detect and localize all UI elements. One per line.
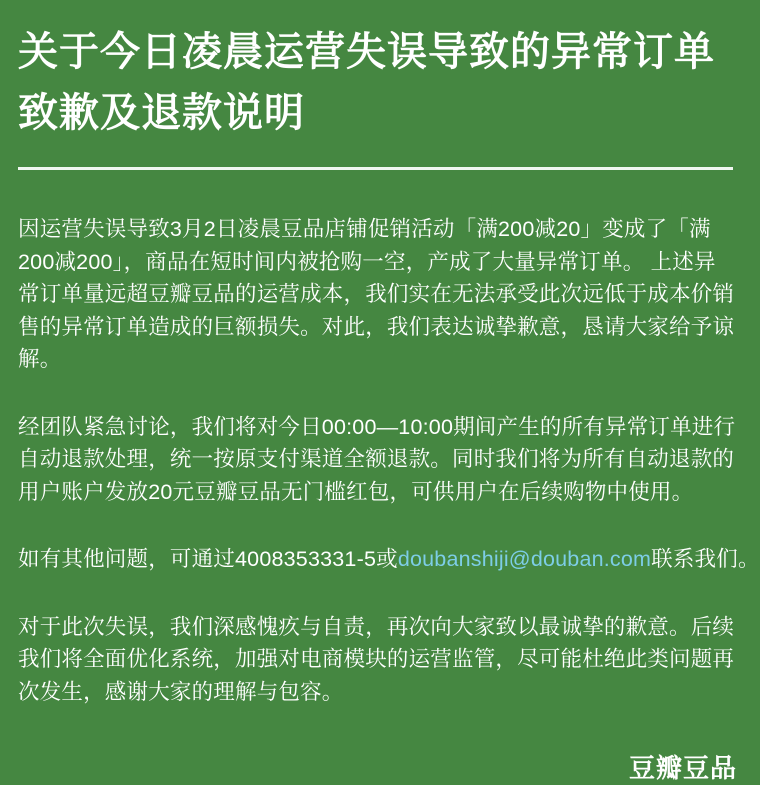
brand-signature: 豆瓣豆品	[628, 753, 737, 783]
paragraph-incident: 因运营失误导致3月2日凌晨豆品店铺促销活动「满200减20」变成了「满200减200」，商品在短时间内被抢购一空，产成了大量异常订单。 上述异常订单量远超豆瓣豆品的运营成本，我们实在无法承受此次远低于成本价销售的异常订单造成的巨额损失。对此，我们表达诚挚歉意，恳请大家给予谅解。	[18, 217, 735, 371]
paragraph-closing: 对于此次失误，我们深感愧疚与自责，再次向大家致以最诚挚的歉意。后续我们将全面优化系统，加强对电商模块的运营监管，尽可能杜绝此类问题再次发生，感谢大家的理解与包容。	[18, 614, 735, 704]
divider	[18, 167, 733, 170]
contact-prefix-text: 如有其他问题，可通过	[18, 547, 236, 571]
email-link[interactable]: doubanshiji@douban.com	[397, 547, 652, 571]
page-title: 关于今日凌晨运营失误导致的异常订单致歉及退款说明	[18, 30, 715, 135]
paragraph-contact	[18, 543, 760, 576]
contact-suffix-text: 联系我们。	[651, 547, 760, 571]
contact-phone: 4008353331-5	[235, 547, 377, 571]
paragraph-refund-plan: 经团队紧急讨论，我们将对今日00:00—10:00期间产生的所有异常订单进行自动退款处理，统一按原支付渠道全额退款。同时我们将为所有自动退款的用户账户发放20元豆瓣豆品无门槛红包，可供用户在后续购物中使用。	[18, 414, 736, 504]
contact-connector-text: 或	[376, 547, 398, 571]
